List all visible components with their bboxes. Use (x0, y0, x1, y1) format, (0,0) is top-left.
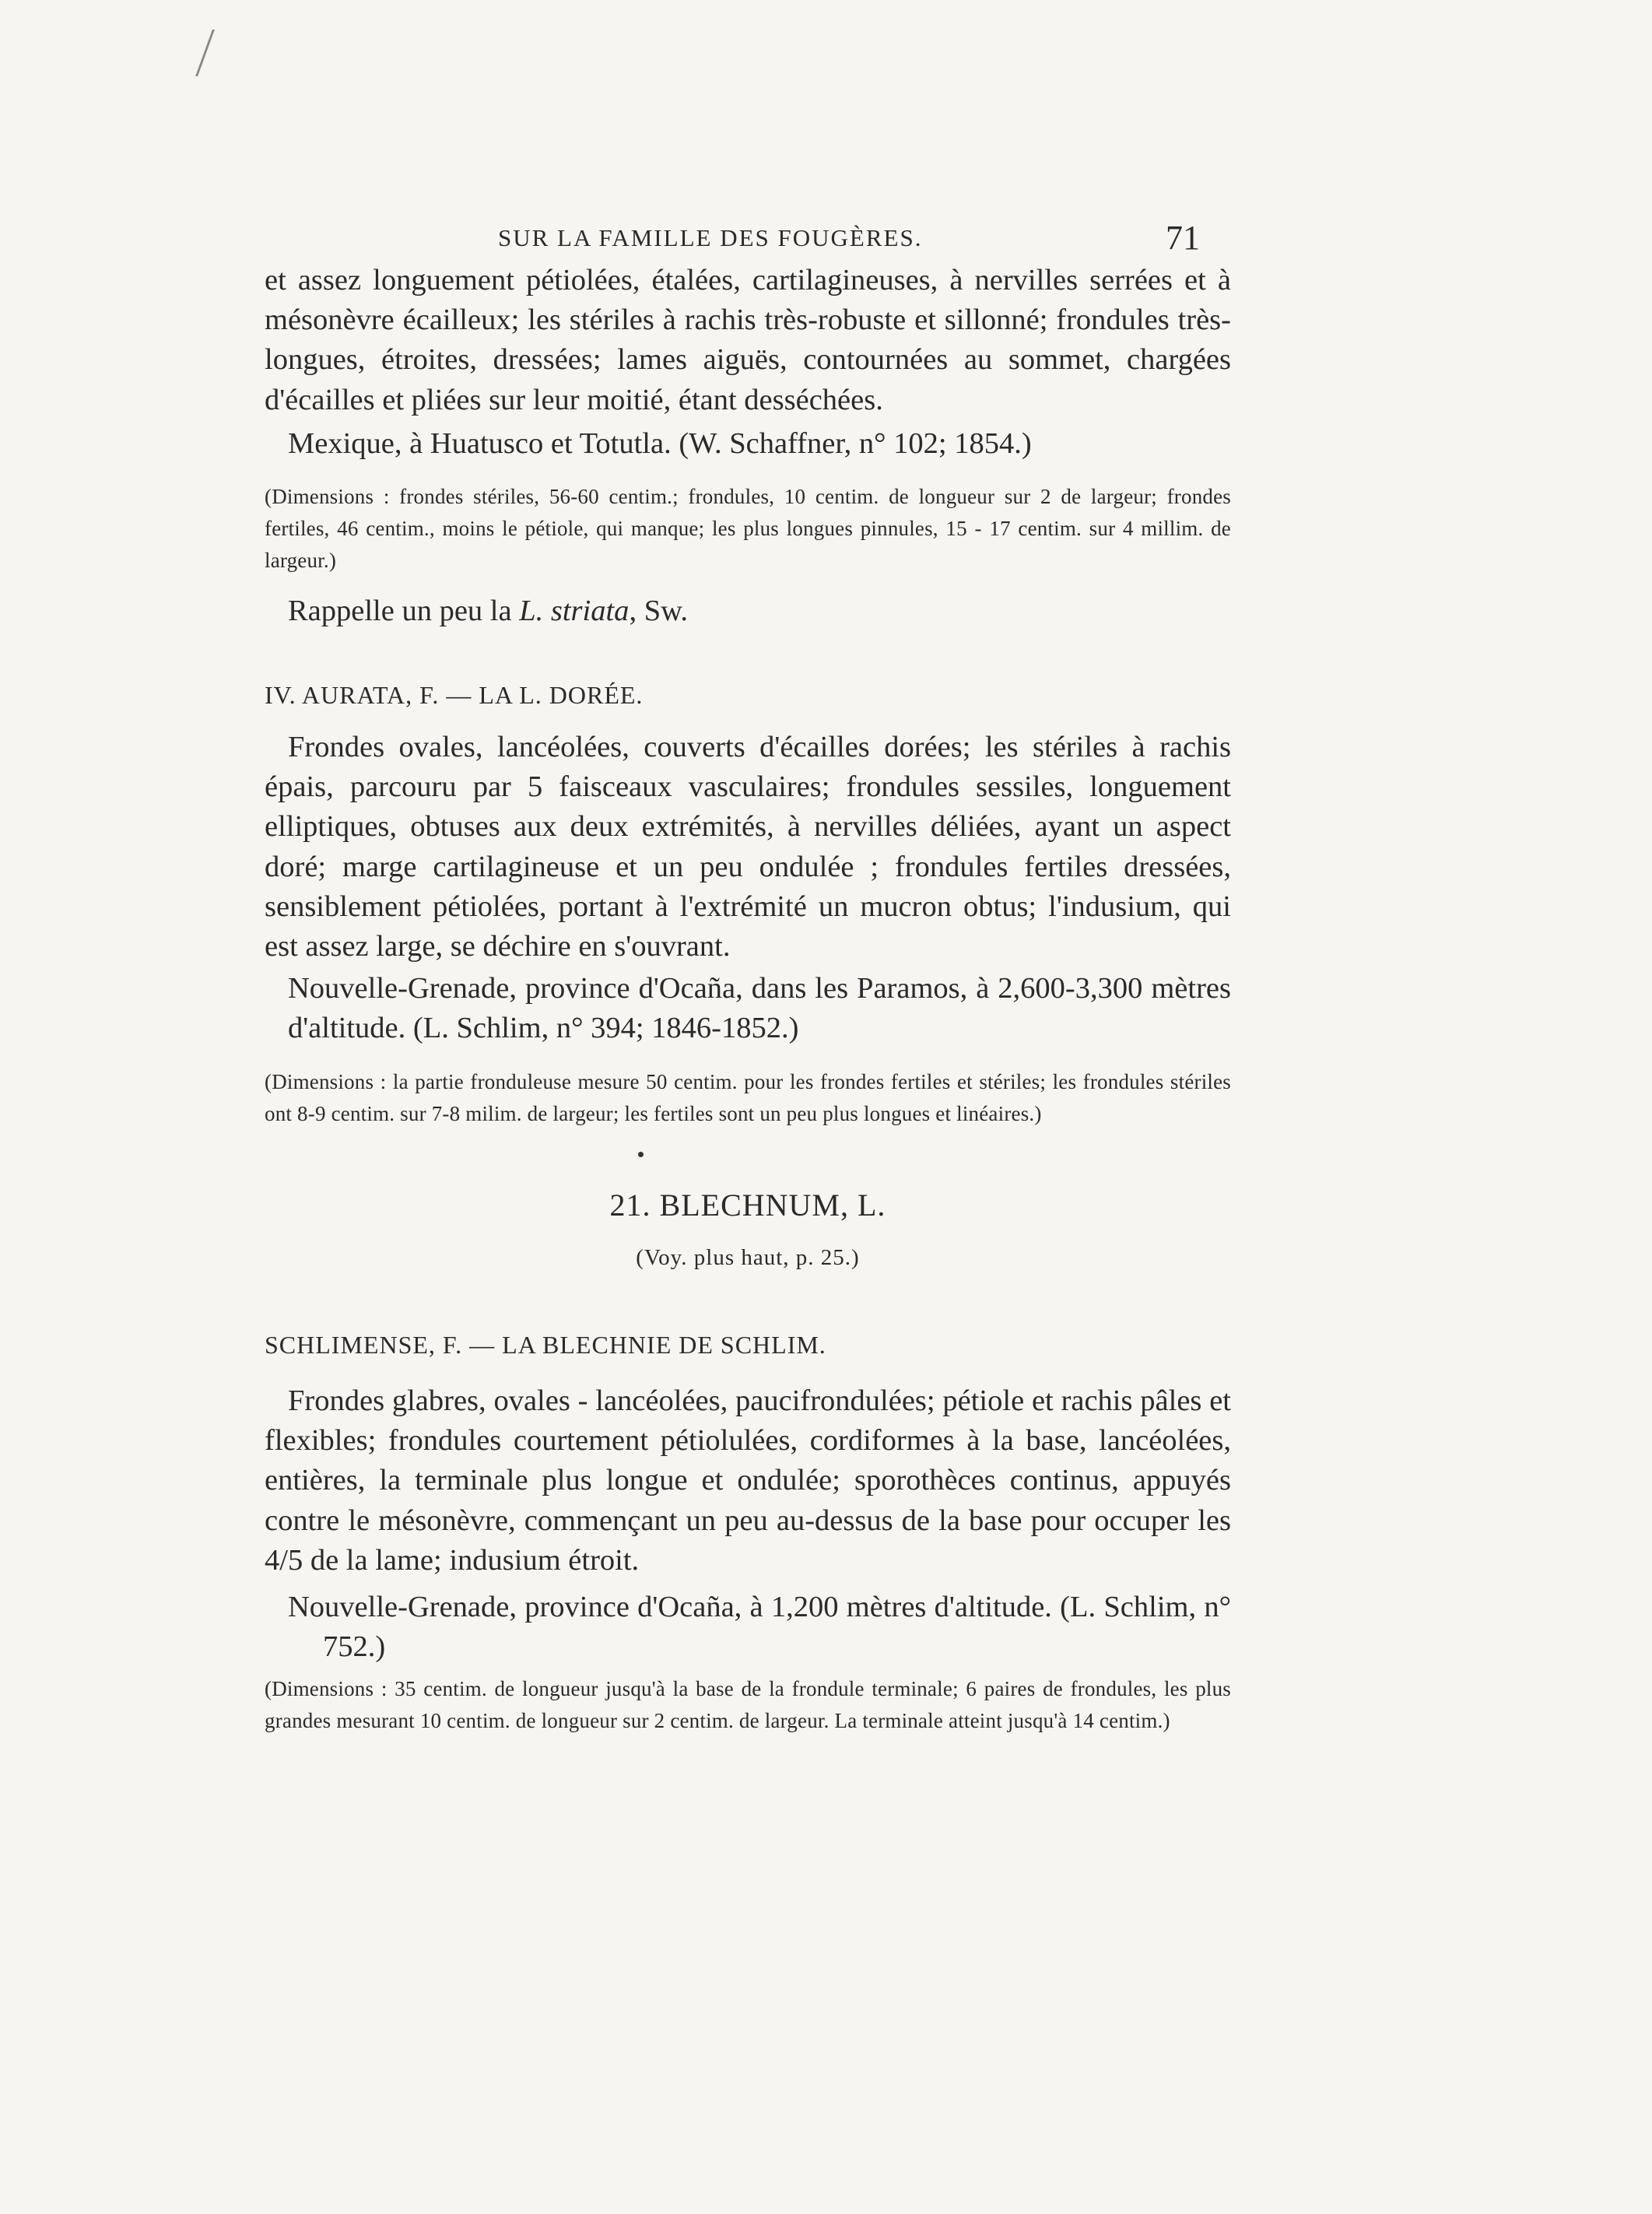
dimensions-note-2 (265, 1066, 1231, 1130)
locality-mexique (288, 424, 1231, 464)
continuation-paragraph: et assez longuement pétiolées, étalées, cartilagineuses, à nervilles serrées et à mésonèvre écailleux; les stériles à rachis très-robuste et sillonné; frondules très-longues, étroites, dressées; lames aiguës, contournées au sommet, chargées d'écailles et pliées sur leur moitié, étant desséchées. (265, 264, 1231, 416)
comparison-prefix: Rappelle un peu la (288, 595, 520, 627)
ink-speck (638, 1152, 644, 1157)
dimensions-note-1 (265, 481, 1231, 577)
comparison-suffix: , Sw. (629, 595, 689, 627)
genus-section (265, 1187, 1231, 1223)
dimensions-text: (Dimensions : 35 centim. de longueur jusqu'à la base de la frondule terminale; 6 paires de frondules, les plus grandes mesurant 10 centim. de longueur sur 2 centim. de largeur. La terminale atteint jusqu'à 14 centim.) (265, 1677, 1231, 1732)
locality-text: Mexique, à Huatusco et Totutla. (W. Schaffner, n° 102; 1854.) (288, 427, 1032, 460)
species-heading: IV. AURATA, F. — LA L. DORÉE. (265, 681, 644, 709)
page-header (265, 218, 1200, 257)
running-title: SUR LA FAMILLE DES FOUGÈRES. (498, 224, 923, 251)
species-description-aurata (265, 728, 1231, 967)
species-heading: SCHLIMENSE, F. — LA BLECHNIE DE SCHLIM. (265, 1331, 826, 1359)
continuation-section (265, 261, 1231, 420)
species-heading-schlimense (265, 1327, 1231, 1363)
dimensions-note-3 (265, 1673, 1231, 1737)
genus-reference-text: (Voy. plus haut, p. 25.) (636, 1245, 860, 1270)
species-heading-aurata (265, 677, 1231, 713)
dimensions-text: (Dimensions : la partie fronduleuse mesure 50 centim. pour les frondes fertiles et stériles; les frondules stériles ont 8-9 centim. sur 7-8 milim. de largeur; les fertiles sont un peu plus longues et linéaires.) (265, 1070, 1231, 1125)
pencil-mark (195, 30, 223, 76)
locality-text: Nouvelle-Grenade, province d'Ocaña, à 1,200 mètres d'altitude. (L. Schlim, n° 752.) (288, 1591, 1231, 1664)
locality-schlimense (288, 1588, 1231, 1667)
description-paragraph: Frondes glabres, ovales - lancéolées, paucifrondulées; pétiole et rachis pâles et flexibles; frondules courtement pétiolulées, cordiformes à la base, lancéolées, entières, la terminale plus longue et ondulée; sporothèces continus, appuyés contre le mésonèvre, commençant un peu au-dessus de la base pour occuper les 4/5 de la lame; indusium étroit. (265, 1384, 1231, 1577)
locality-text: Nouvelle-Grenade, province d'Ocaña, dans les Paramos, à 2,600-3,300 mètres d'altitude. (L. Schlim, n° 394; 1846-1852.) (288, 972, 1231, 1045)
comparison-note (288, 591, 1254, 631)
dimensions-text: (Dimensions : frondes stériles, 56-60 centim.; frondules, 10 centim. de longueur sur 2 de largeur; frondes fertiles, 46 centim., moins le pétiole, qui manque; les plus longues pinnules, 15 - 17 centim. sur 4 millim. de largeur.) (265, 485, 1231, 572)
locality-aurata (288, 969, 1231, 1048)
page-number: 71 (1166, 219, 1200, 257)
comparison-text (288, 591, 1254, 631)
comparison-taxon: L. striata (519, 595, 630, 627)
genus-heading: 21. BLECHNUM, L. (609, 1188, 886, 1223)
genus-reference (265, 1245, 1231, 1271)
description-paragraph: Frondes ovales, lancéolées, couverts d'écailles dorées; les stériles à rachis épais, parcouru par 5 faisceaux vasculaires; frondules sessiles, longuement elliptiques, obtuses aux deux extrémités, à nervilles déliées, ayant un aspect doré; marge cartilagineuse et un peu ondulée ; frondules fertiles dressées, sensiblement pétiolées, portant à l'extrémité un mucron obtus; l'indusium, qui est assez large, se déchire en s'ouvrant. (265, 731, 1231, 963)
species-description-schlimense (265, 1381, 1231, 1581)
